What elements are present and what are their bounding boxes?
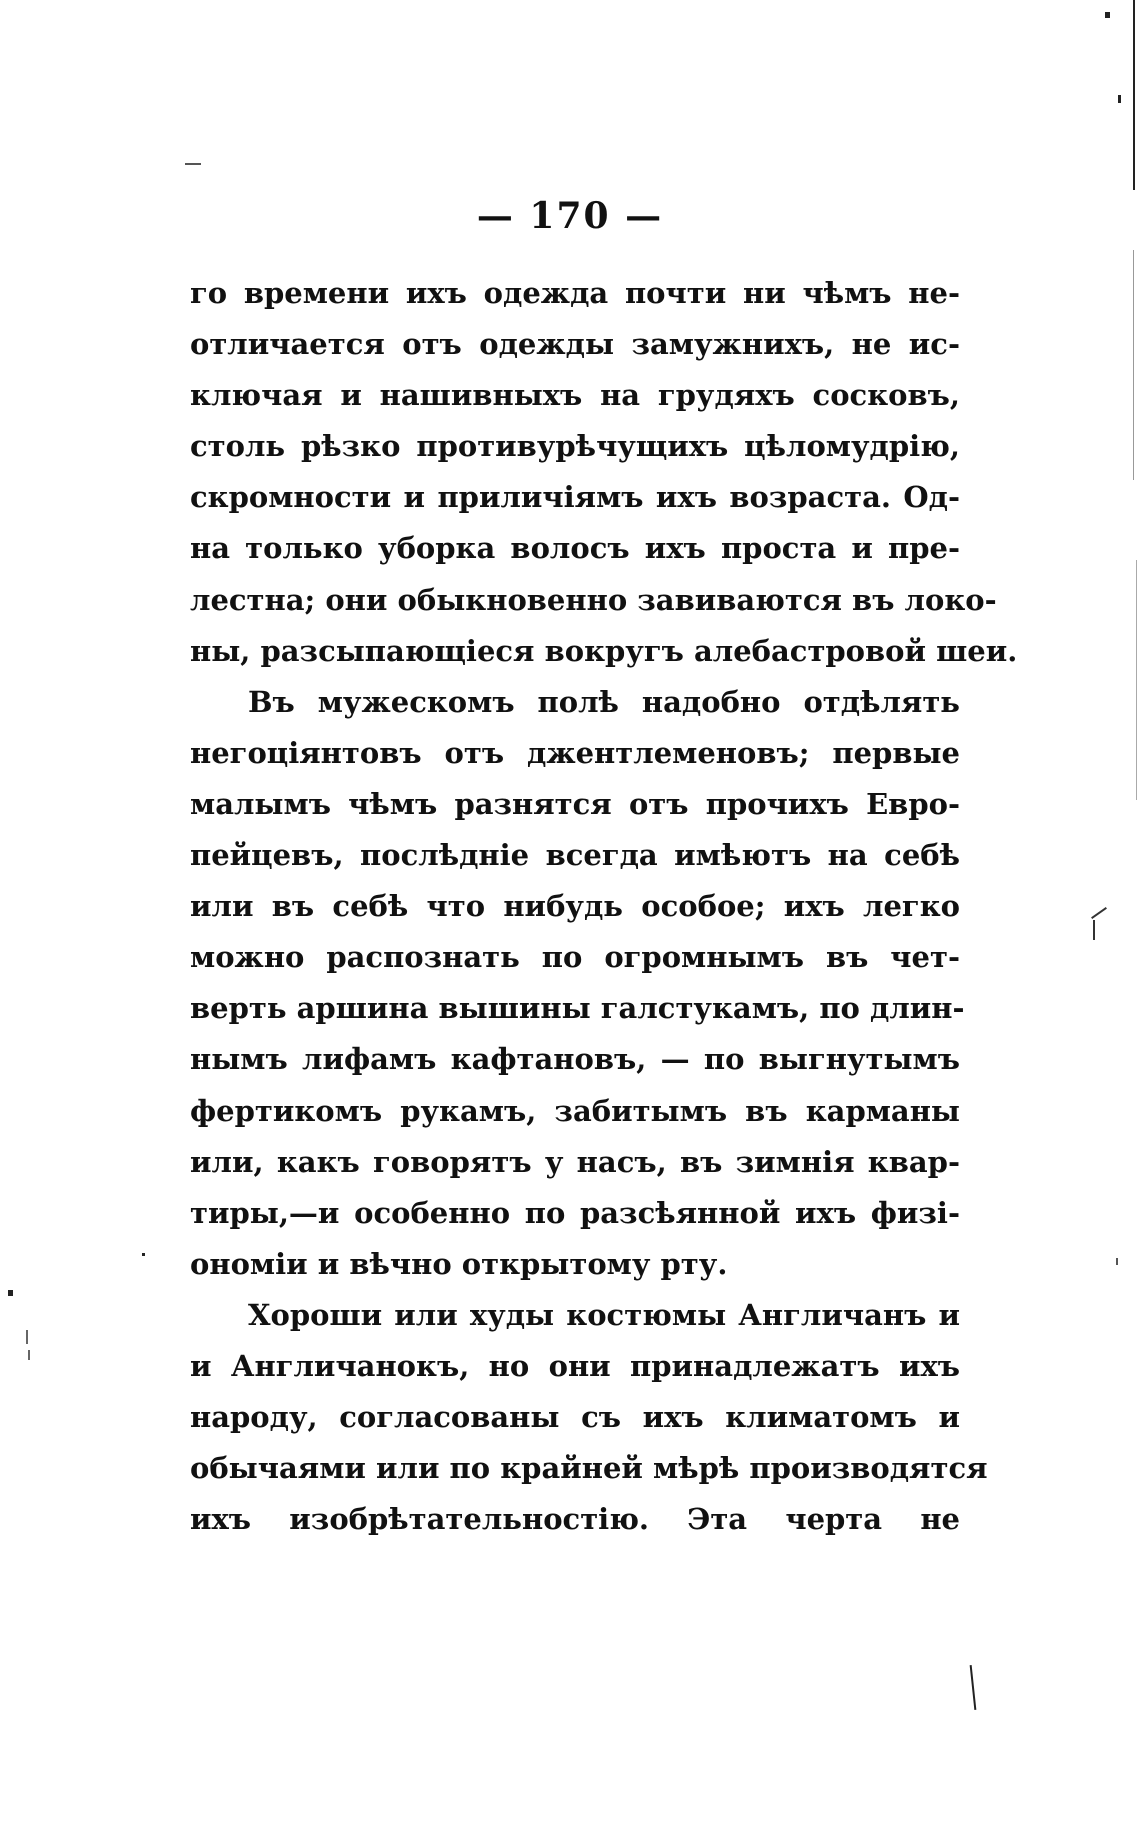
- scan-speck: [142, 1253, 145, 1256]
- text-line: го времени ихъ одежда почти ни чѣмъ не-: [190, 276, 960, 310]
- scan-speck: [8, 1290, 13, 1296]
- text-line: или, какъ говорятъ у насъ, въ зимнія квар-: [190, 1144, 960, 1179]
- page-number: — 170 —: [476, 195, 664, 237]
- text-line: и Англичанокъ, но они принадлежатъ ихъ: [190, 1348, 960, 1383]
- scan-edge-mark: [1133, 250, 1134, 480]
- text-line: ны, разсыпающіеся вокругъ алебастровой шеи.: [190, 633, 1018, 668]
- text-line: верть аршина вышины галстукамъ, по длин-: [190, 991, 965, 1026]
- scan-edge-mark: [1136, 560, 1137, 800]
- scan-speck: [1093, 920, 1095, 940]
- scan-speck: [26, 1330, 28, 1344]
- text-line: Хороши или худы костюмы Англичанъ и: [248, 1297, 960, 1332]
- text-line: тиры,—и особенно по разсѣянной ихъ физі-: [190, 1195, 960, 1230]
- scan-speck: [1105, 12, 1110, 18]
- text-line: Въ мужескомъ полѣ надобно отдѣлять: [248, 684, 960, 719]
- scan-speck: [1118, 95, 1121, 103]
- text-line: пейцевъ, послѣдніе всегда имѣютъ на себѣ: [190, 838, 960, 873]
- text-line: отличается отъ одежды замужнихъ, не ис-: [190, 327, 960, 362]
- text-line: фертикомъ рукамъ, забитымъ въ карманы: [190, 1093, 960, 1128]
- text-line: или въ себѣ что нибудь особое; ихъ легко: [190, 889, 960, 924]
- paragraph-3: [190, 1290, 988, 1545]
- text-line: ономіи и вѣчно открытому рту.: [190, 1246, 728, 1281]
- text-line: малымъ чѣмъ разнятся отъ прочихъ Евро-: [190, 786, 960, 821]
- scan-speck: [28, 1350, 30, 1360]
- text-line: можно распознать по огромнымъ въ чет-: [190, 940, 960, 975]
- text-line: ихъ изобрѣтательностію. Эта черта не: [190, 1502, 960, 1537]
- scan-speck: [1116, 1258, 1118, 1265]
- scan-speck: [185, 163, 201, 165]
- scan-speck: [1091, 907, 1107, 919]
- text-line: народу, согласованы съ ихъ климатомъ и: [190, 1400, 960, 1435]
- text-line: негоціянтовъ отъ джентлеменовъ; первые: [190, 735, 960, 770]
- text-line: нымъ лифамъ кафтановъ, — по выгнутымъ: [190, 1042, 960, 1077]
- scan-edge-mark: [970, 1665, 977, 1710]
- text-line: скромности и приличіямъ ихъ возраста. Од-: [190, 480, 960, 515]
- text-line: обычаями или по крайней мѣрѣ производятся: [190, 1451, 988, 1486]
- text-line: ключая и нашивныхъ на грудяхъ сосковъ,: [190, 378, 960, 413]
- text-line: столь рѣзко противурѣчущихъ цѣломудрію,: [190, 429, 960, 464]
- text-body: [190, 268, 1018, 1545]
- paragraph-2: [190, 677, 965, 1290]
- scan-edge-mark: [1133, 0, 1135, 190]
- paragraph-1: [190, 268, 1018, 677]
- text-line: лестна; они обыкновенно завиваются въ локо-: [190, 582, 997, 617]
- text-line: на только уборка волосъ ихъ проста и пре-: [190, 531, 960, 566]
